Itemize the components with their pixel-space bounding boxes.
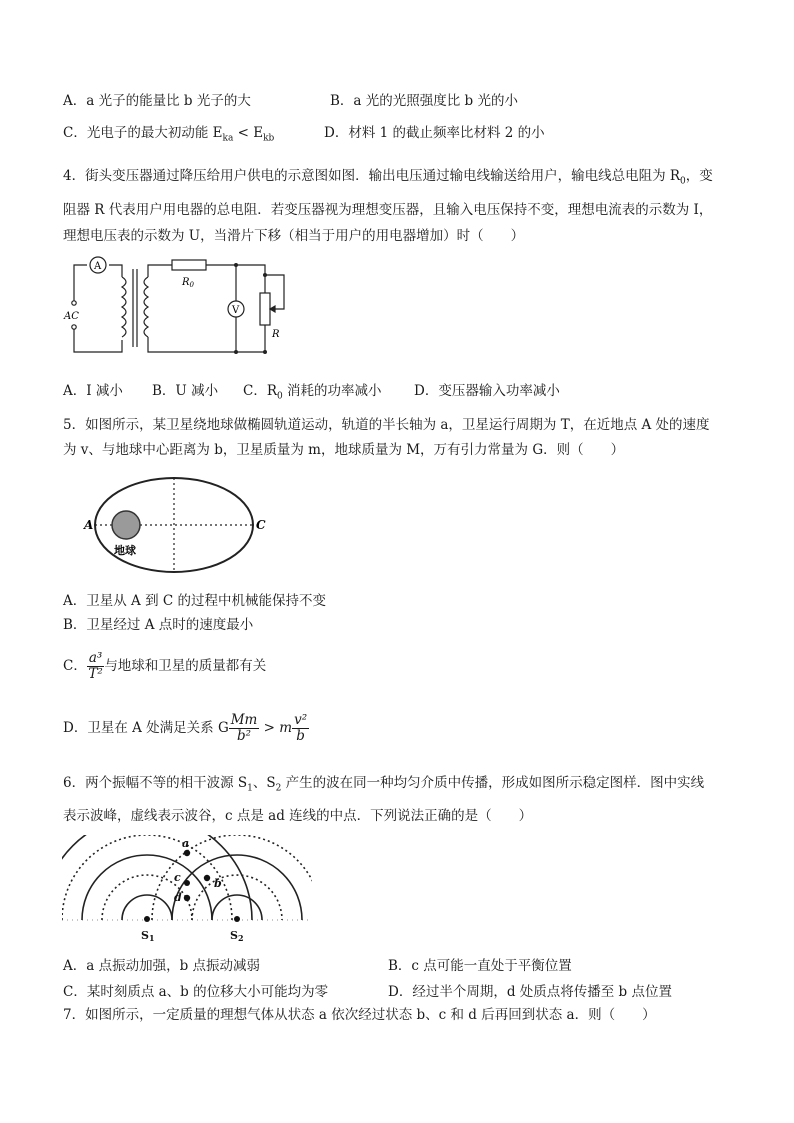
q6-stem-line1: 6．两个振幅不等的相干波源 $S_1$、$S_2$ 产生的波在同一种均匀介质中传播，形成如图所示稳定图样．图中实线 [63,775,705,794]
fraction-v2-b: $\frac{\text{v²}}{b}$ [294,712,308,744]
wave-interference-figure [62,835,312,947]
ac-label: AC [64,311,79,322]
q4-option-b: B．U 减小 [152,383,219,399]
q4-option-c: C．$R_0$ 消耗的功率减小 [243,383,382,402]
ammeter-label: A [94,261,102,272]
point-c-label: c [174,871,181,884]
q5-stem-line1: 5．如图所示，某卫星绕地球做椭圆轨道运动，轨道的半长轴为 a，卫星运行周期为 T，在近地点 A 处的速度 [63,417,710,433]
q3-option-d: D．材料 1 的截止频率比材料 2 的小 [324,125,545,141]
s2-label: S2 [230,929,244,943]
earth-label: 地球 [114,544,136,557]
q6-stem-line2: 表示波峰，虚线表示波谷，c 点是 ad 连线的中点．下列说法正确的是（ ） [63,808,533,824]
q6-option-d: D．经过半个周期，d 处质点将传播至 b 点位置 [388,984,672,1000]
fraction-a3-t2: $\frac{\text{a³}}{\text{T²}}$ [88,650,103,682]
point-a-label: A [84,518,94,532]
s1-label: S1 [141,929,155,943]
q5-option-a: A．卫星从 A 到 C 的过程中机械能保持不变 [63,593,326,609]
q5-option-b: B．卫星经过 A 点时的速度最小 [63,617,254,633]
q4-stem-line1: 4．街头变压器通过降压给用户供电的示意图如图．输出电压通过输电线输送给用户，输电线总电阻为 $R_0$，变 [63,168,713,187]
q5-option-c: C． $\frac{\text{a³}}{\text{T²}}$ 与地球和卫星的质量都有关 [63,650,267,682]
q4-option-d: D．变压器输入功率减小 [414,383,560,399]
point-a-label: a [182,837,190,850]
q4-stem-line2: 阻器 R 代表用户用电器的总电阻．若变压器视为理想变压器，且输入电压保持不变，理想电流表的示数为 I， [63,202,713,218]
transformer-circuit-figure [60,255,300,360]
point-d-label: d [174,891,182,904]
q6-option-b: B．c 点可能一直处于平衡位置 [388,958,572,974]
voltmeter-label: V [232,305,240,316]
orbit-figure [78,470,278,582]
q3-option-b: B．a 光的光照强度比 b 光的小 [330,93,518,109]
q3-option-c: C．光电子的最大初动能 $E_{ka} < E_{kb}$ [63,125,275,144]
q7-stem-line1: 7．如图所示，一定质量的理想气体从状态 a 依次经过状态 b、c 和 d 后再回到状态 a．则（ ） [63,1007,656,1023]
q4-stem-line3: 理想电压表的示数为 U，当滑片下移（相当于用户的用电器增加）时（ ） [63,228,525,244]
r0-label: $R_0$ [182,277,194,289]
q5-stem-line2: 为 v、与地球中心距离为 b，卫星质量为 m，地球质量为 M，万有引力常量为 G．则（ ） [63,442,625,458]
fraction-mm-b2: $\frac{Mm}{\text{b²}}$ [230,712,258,744]
point-b-label: b [214,877,222,890]
q6-option-c: C．某时刻质点 a、b 的位移大小可能均为零 [63,984,329,1000]
point-c-label: C [256,518,266,532]
q5-option-d: D．卫星在 A 处满足关系 G $\frac{Mm}{\text{b²}}$ > m $\frac{\text{v²}}{b}$ [63,712,308,744]
q3-option-a: A．a 光子的能量比 b 光子的大 [63,93,251,109]
r-label: R [272,329,280,340]
q6-option-a: A．a 点振动加强，b 点振动减弱 [63,958,261,974]
q4-option-a: A．I 减小 [63,383,123,399]
